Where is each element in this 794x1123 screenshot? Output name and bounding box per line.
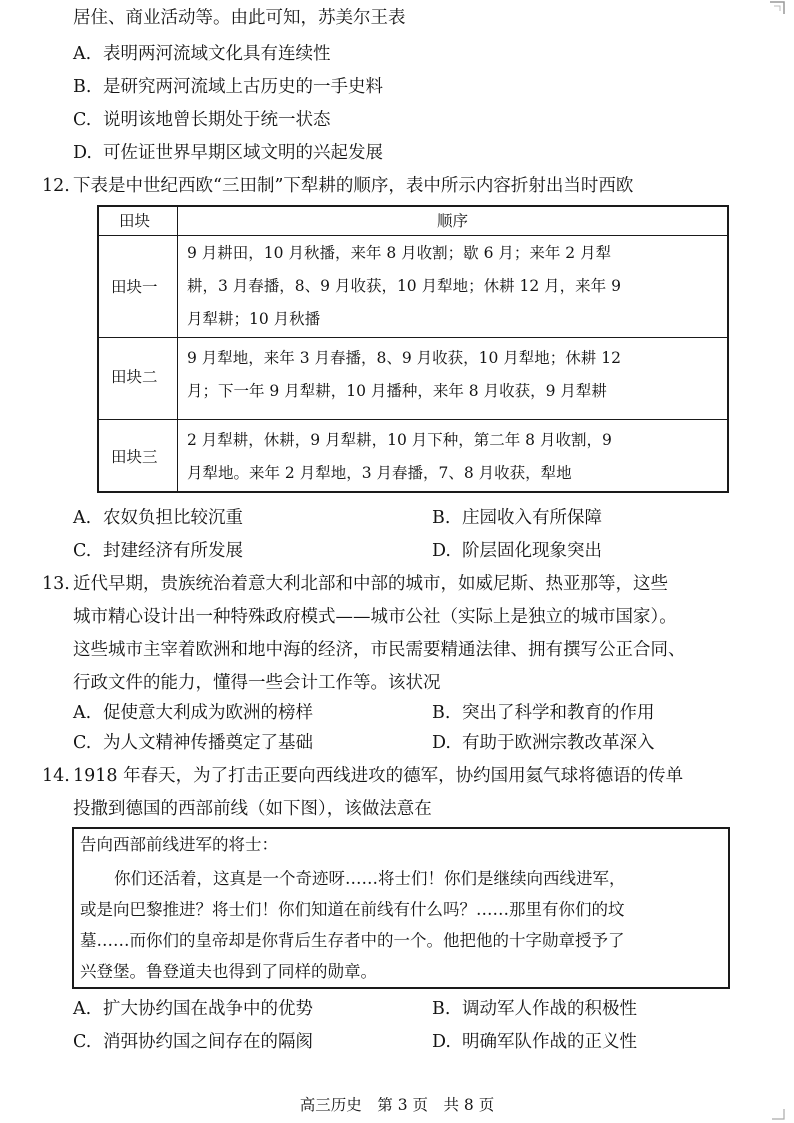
q13-option-a [73,701,313,725]
leaflet-line-1: 你们还活着，这真是一个奇迹呀……将士们！你们是继续向西线进军， [114,869,626,888]
q11-option-a [73,42,331,66]
q12-option-a [73,506,243,530]
option-letter: D. [73,143,92,163]
option-letter: C. [73,1032,92,1052]
q11-stem-tail: 居住、商业活动等。由此可知，苏美尔王表 [73,8,406,28]
option-letter: D. [432,541,451,561]
option-letter: A. [73,703,92,723]
q12-option-d [432,539,602,563]
option-text: 促使意大利成为欧洲的榜样 [103,703,313,723]
option-letter: A. [73,508,92,528]
option-text: 有助于欧洲宗教改革深入 [462,733,655,753]
option-text: 是研究两河流域上古历史的一手史料 [103,77,383,97]
table-cell: 月；下一年 9 月犁耕，10 月播种，来年 8 月收获，9 月犁耕 [187,382,607,400]
leaflet-heading: 告向西部前线进军的将士： [80,835,278,854]
q14-option-c [73,1030,313,1054]
option-text: 阶层固化现象突出 [462,541,602,561]
option-text: 明确军队作战的正义性 [462,1032,637,1052]
leaflet-line-3: 墓……而你们的皇帝却是你背后生存者中的一个。他把他的十字勋章授予了 [80,931,625,950]
q11-option-b [73,75,383,99]
table-header-order: 顺序 [437,212,469,230]
option-text: 说明该地曾长期处于统一状态 [103,110,331,130]
option-letter: B. [432,703,451,723]
q14-option-b [432,997,637,1021]
page-footer: 高三历史 第 3 页 共 8 页 [299,1096,495,1114]
table-row-label-3: 田块三 [111,448,158,466]
q14-option-d [432,1030,637,1054]
table-cell: 2 月犁耕，休耕，9 月犁耕，10 月下种，第二年 8 月收割，9 [187,431,612,449]
q12-number: 12. [42,176,70,196]
leaflet-line-2: 或是向巴黎推进？将士们！你们知道在前线有什么吗？……那里有你们的坟 [80,900,625,919]
option-text: 可佐证世界早期区域文明的兴起发展 [103,143,383,163]
option-letter: C. [73,733,92,753]
option-letter: A. [73,999,92,1019]
option-letter: B. [73,77,92,97]
option-letter: D. [432,733,451,753]
option-letter: D. [432,1032,451,1052]
table-row-label-2: 田块二 [111,368,158,386]
q14-number: 14. [42,766,70,786]
option-letter: C. [73,541,92,561]
option-text: 表明两河流域文化具有连续性 [103,44,331,64]
leaflet-line-4: 兴登堡。鲁登道夫也得到了同样的勋章。 [80,962,377,981]
q13-stem-line-3: 这些城市主宰着欧洲和地中海的经济，市民需要精通法律、拥有撰写公正合同、 [73,640,686,660]
table-cell: 9 月耕田，10 月秋播，来年 8 月收割；歇 6 月；来年 2 月犁 [187,244,612,262]
table-row-label-1: 田块一 [111,278,158,296]
q11-option-c [73,108,331,132]
q12-stem: 下表是中世纪西欧“三田制”下犁耕的顺序，表中所示内容折射出当时西欧 [73,176,634,196]
table-column-divider [177,207,178,491]
q14-stem-line-2: 投撒到德国的西部前线（如下图），该做法意在 [73,799,432,819]
table-row-divider [99,337,727,338]
option-text: 扩大协约国在战争中的优势 [103,999,313,1019]
option-letter: A. [73,44,92,64]
table-cell: 耕，3 月春播，8、9 月收获，10 月犁地；休耕 12 月，来年 9 [187,277,621,295]
option-text: 农奴负担比较沉重 [103,508,243,528]
table-row-divider [99,419,727,420]
option-text: 调动军人作战的积极性 [462,999,637,1019]
q13-option-b [432,701,655,725]
q13-stem-line-1: 近代早期，贵族统治着意大利北部和中部的城市，如威尼斯、热亚那等，这些 [73,574,668,594]
option-text: 消弭协约国之间存在的隔阂 [103,1032,313,1052]
table-cell: 9 月犁地，来年 3 月春播，8、9 月收获，10 月犁地；休耕 12 [187,349,621,367]
q13-stem-line-4: 行政文件的能力，懂得一些会计工作等。该状况 [73,673,441,693]
q13-option-c [73,731,313,755]
q11-option-d [73,141,383,165]
q14-option-a [73,997,313,1021]
option-text: 封建经济有所发展 [103,541,243,561]
q12-option-b [432,506,602,530]
table-cell: 月犁地。来年 2 月犁地，3 月春播，7、8 月收获，犁地 [187,464,572,482]
option-letter: B. [432,999,451,1019]
plowing-table [97,205,729,493]
q12-option-c [73,539,243,563]
table-cell: 月犁耕；10 月秋播 [187,310,321,328]
option-letter: B. [432,508,451,528]
scan-corner-mark-icon [766,0,788,18]
option-text: 突出了科学和教育的作用 [462,703,655,723]
scan-corner-mark-icon [770,1107,786,1121]
option-text: 为人文精神传播奠定了基础 [103,733,313,753]
q13-stem-line-2: 城市精心设计出一种特殊政府模式——城市公社（实际上是独立的城市国家）。 [73,607,677,627]
table-header-field: 田块 [119,212,151,230]
table-row-divider [99,235,727,236]
q13-number: 13. [42,574,70,594]
option-letter: C. [73,110,92,130]
q13-option-d [432,731,655,755]
leaflet-box [72,827,730,989]
q14-stem-line-1: 1918 年春天，为了打击正要向西线进攻的德军，协约国用氦气球将德语的传单 [73,766,684,786]
option-text: 庄园收入有所保障 [462,508,602,528]
